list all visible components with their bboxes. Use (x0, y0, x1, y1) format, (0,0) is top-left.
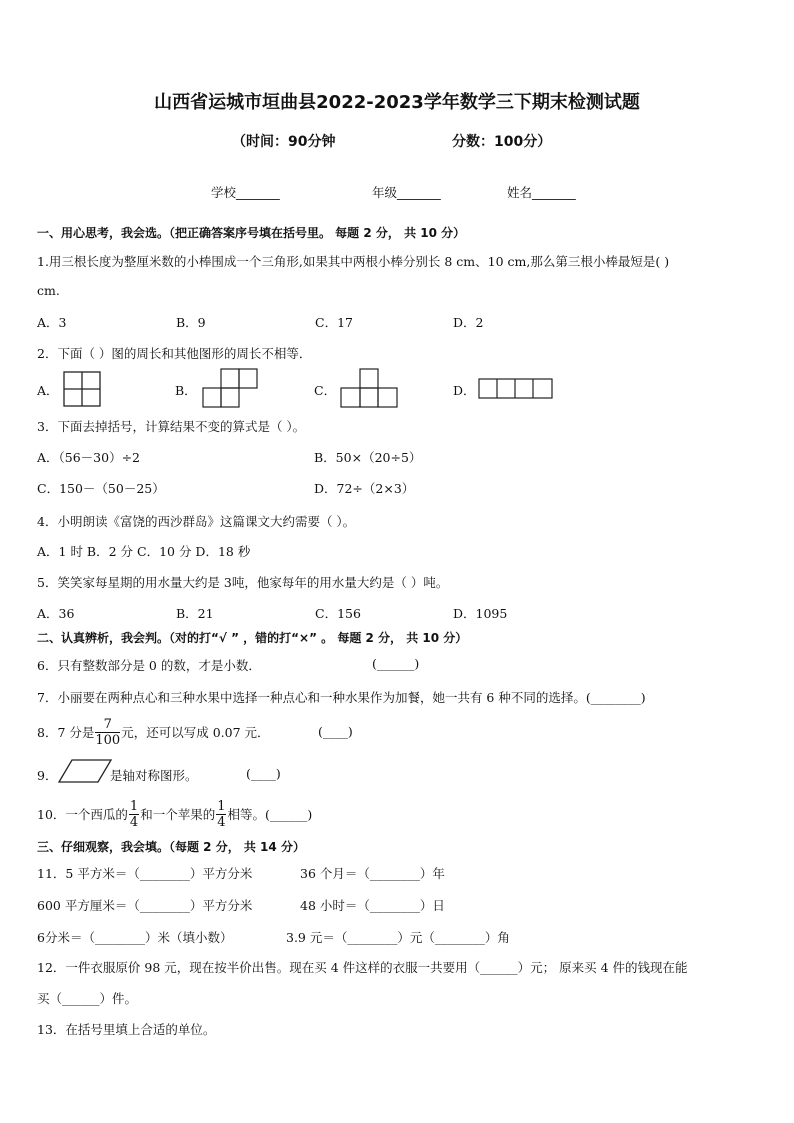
q2-figure-b (202, 368, 258, 408)
q10-text-mid: 和一个苹果的 (140, 807, 216, 822)
q3-option-d: D．72÷（2×3） (314, 481, 415, 496)
q8-fraction-numerator: 7 (95, 718, 120, 733)
name-field: 姓名_______ (507, 185, 576, 200)
q5-option-d: D．1095 (453, 606, 508, 621)
q12-text-cont: 买（______）件。 (37, 991, 138, 1006)
section1-heading: 一、用心思考，我会选。（把正确答案序号填在括号里。 每题 2 分， 共 10 分） (37, 226, 466, 240)
q9-answer-blank[interactable]: (____) (246, 766, 281, 781)
q11-line3-b: 3.9 元＝（________）元（________）角 (286, 930, 510, 945)
q2-figure-d (478, 378, 553, 399)
q10-line (37, 796, 312, 832)
q11-line2-b: 48 小时＝（________）日 (300, 898, 445, 913)
q4-options: A．1 时 B．2 分 C．10 分 D．18 秒 (37, 544, 251, 559)
q5-text: 5．笑笑家每星期的用水量大约是 3吨，他家每年的用水量大约是（ ）吨。 (37, 575, 449, 590)
q1-option-a: A．3 (37, 315, 67, 330)
q8-text-post: 元，还可以写成 0.07 元． (121, 725, 270, 740)
exam-score: 分数：100分） (452, 134, 552, 150)
q2-text: 2．下面（ ）图的周长和其他图形的周长不相等． (37, 346, 312, 361)
q2-figure-c (340, 368, 398, 408)
q2-figure-a (63, 371, 101, 407)
q1-text: 1.用三根长度为整厘米数的小棒围成一个三角形,如果其中两根小棒分别长 8 cm、10 cm,那么第三根小棒最短是( ) (37, 254, 670, 269)
q11-line1-a: 11．5 平方米＝（________）平方分米 (37, 866, 253, 881)
q2-option-a: A． (37, 383, 59, 398)
q11-line1-b: 36 个月＝（________）年 (300, 866, 445, 881)
q1-option-d: D．2 (453, 315, 484, 330)
q8-fraction-denominator: 100 (95, 732, 121, 748)
exam-time: （时间：90分钟 (232, 134, 336, 150)
q9-text-post: 是轴对称图形。 (110, 768, 198, 783)
q10-fraction-1-numerator: 1 (129, 798, 139, 814)
q10-fraction-2-denominator: 4 (217, 814, 226, 830)
q2-option-d: D． (453, 383, 476, 398)
q10-fraction-1-denominator: 4 (129, 814, 139, 830)
q5-option-b: B．21 (176, 606, 214, 621)
q3-option-c: C．150－（50－25） (37, 481, 165, 496)
section3-heading: 三、仔细观察，我会填。（每题 2 分， 共 14 分） (37, 840, 305, 854)
q3-option-b: B．50×（20÷5） (314, 450, 422, 465)
q5-option-c: C．156 (315, 606, 361, 621)
q10-fraction-2-numerator: 1 (217, 798, 226, 814)
q9-text-pre: 9． (37, 768, 58, 783)
q1-option-c: C．17 (315, 315, 353, 330)
q2-option-b: B． (175, 383, 197, 398)
q11-line3-a: 6分米＝（________）米（填小数） (37, 930, 233, 945)
q4-text: 4．小明朗读《富饶的西沙群岛》这篇课文大约需要（ ）。 (37, 514, 356, 529)
q11-line2-a: 600 平方厘米＝（________）平方分米 (37, 898, 253, 913)
q1-text-cont: cm. (37, 283, 60, 298)
q10-text-post: 相等。(______) (227, 807, 313, 822)
q5-option-a: A．36 (37, 606, 75, 621)
q8-answer-blank[interactable]: (____) (318, 724, 353, 739)
grade-field: 年级_______ (372, 185, 441, 200)
q8-fraction (95, 718, 120, 747)
parallelogram-figure (58, 759, 112, 783)
q3-text: 3．下面去掉括号，计算结果不变的算式是（ ）。 (37, 419, 306, 434)
q8-line (37, 716, 270, 748)
section2-heading: 二、认真辨析，我会判。（对的打“√ ” ，错的打“×” 。 每题 2 分， 共 10 分） (37, 631, 468, 645)
q6-text: 6．只有整数部分是 0 的数，才是小数． (37, 658, 261, 673)
q10-fraction-2 (216, 800, 226, 829)
q12-text: 12．一件衣服原价 98 元，现在按半价出售。现在买 4 件这样的衣服一共要用（______）元； 原来买 4 件的钱现在能 (37, 960, 688, 975)
q7-text: 7．小丽要在两种点心和三种水果中选择一种点心和一种水果作为加餐，她一共有 6 种不同的选择。(________) (37, 690, 646, 705)
q13-text: 13．在括号里填上合适的单位。 (37, 1022, 216, 1037)
school-field: 学校_______ (211, 185, 280, 200)
page-title: 山西省运城市垣曲县2022-2023学年数学三下期末检测试题 (154, 92, 640, 113)
q6-answer-blank[interactable]: (______) (372, 656, 420, 671)
q1-option-b: B．9 (176, 315, 206, 330)
q3-option-a: A．（56－30）÷2 (37, 450, 141, 465)
q8-text-pre: 8．7 分是 (37, 725, 95, 740)
q2-option-c: C． (314, 383, 337, 398)
q10-fraction-1 (129, 800, 139, 829)
q10-text-pre: 10．一个西瓜的 (37, 807, 128, 822)
